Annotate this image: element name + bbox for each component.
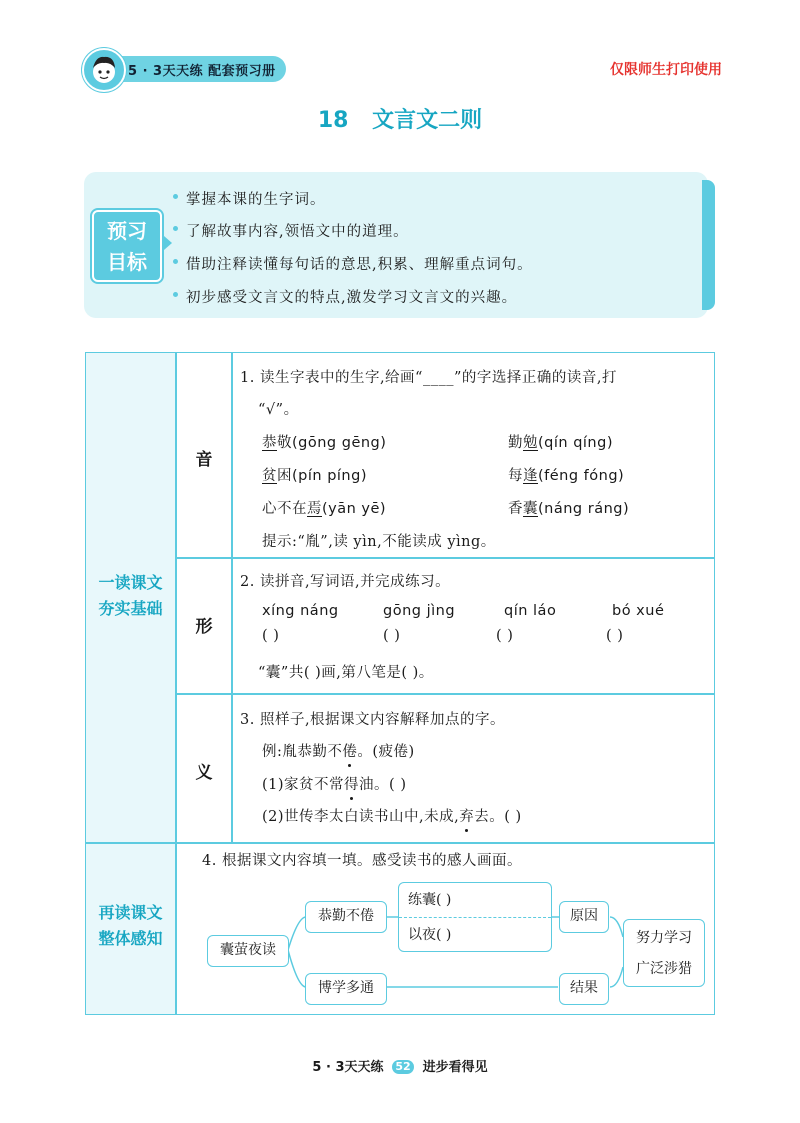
diagram-result: 结果 [559,973,609,1005]
q3-example: 例:胤恭勤不倦。(疲倦) [262,740,415,761]
section-label-first: 一读课文 夯实基础 [98,573,163,618]
q2-answer-blank[interactable]: ( ) [606,628,624,644]
question-1-prompt: 1. 读生字表中的生字,给画“____”的字选择正确的读音,打 [240,370,617,386]
goals-arrow-icon [164,236,172,250]
footer-slogan: 进步看得见 [422,1060,488,1075]
diagram-fill-box [398,882,552,952]
print-notice: 仅限师生打印使用 [610,62,722,78]
question-1-prompt-cont: “√”。 [258,402,299,418]
lesson-name: 文言文二则 [372,108,483,133]
section-label-second: 再读课文 整体感知 [98,903,163,948]
diagram-final: 努力学习 广泛涉猎 [623,919,705,987]
diagram-top-mid: 恭勤不倦 [305,901,387,933]
goals-panel-edge [702,180,715,310]
lesson-number: 18 [317,108,349,133]
q1-item: 勤勉(qín qíng) [508,435,613,451]
diagram-reason: 原因 [559,901,609,933]
diagram-bottom-mid: 博学多通 [305,973,387,1005]
q2-pinyin: gōng jìng [383,603,456,619]
diagram-center: 囊萤夜读 [207,935,289,967]
category-sound: 音 [195,450,213,470]
category-meaning: 义 [195,763,213,783]
footer [0,1056,800,1075]
brand-name: 5 · 3天天练 配套预习册 [128,64,276,79]
q2-answer-blank[interactable]: ( ) [383,628,401,644]
category-shape: 形 [195,617,213,637]
q2-pinyin: xíng náng [262,603,339,619]
mascot-face-icon [84,50,124,90]
page-number: 52 [392,1060,414,1074]
goal-item: 借助注释读懂每句话的意思,积累、理解重点词句。 [186,253,533,274]
footer-brand: 5 · 3天天练 [312,1060,384,1075]
q3-item[interactable]: (2)世传李太白读书山中,未成,弃去。( ) [262,805,522,826]
q1-item: 贫困(pín píng) [262,468,367,484]
lesson-title [0,103,800,134]
question-1-hint: 提示:“胤”,读 yìn,不能读成 yìng。 [262,534,496,550]
question-3-prompt: 3. 照样子,根据课文内容解释加点的字。 [240,712,506,728]
mascot-avatar [82,48,126,92]
q2-pinyin: qín láo [504,603,557,619]
q1-item: 每逢(féng fóng) [508,468,625,484]
question-2-prompt: 2. 读拼音,写词语,并完成练习。 [240,574,451,590]
q1-item: 恭敬(gōng gēng) [262,435,387,451]
diagram-fill-2[interactable]: 以夜( ) [408,927,452,943]
diagram-fill-1[interactable]: 练囊( ) [399,883,551,918]
goal-item: 掌握本课的生字词。 [186,188,326,209]
goal-item: 了解故事内容,领悟文中的道理。 [186,220,409,241]
question-4-prompt: 4. 根据课文内容填一填。感受读书的感人画面。 [202,853,522,869]
question-2-stroke-question: “囊”共( )画,第八笔是( )。 [258,665,434,681]
q2-answer-blank[interactable]: ( ) [262,628,280,644]
q1-item: 香囊(náng ráng) [508,501,630,517]
q1-item: 心不在焉(yān yē) [262,501,387,517]
q3-item[interactable]: (1)家贫不常得油。( ) [262,773,406,794]
q2-answer-blank[interactable]: ( ) [496,628,514,644]
goal-item: 初步感受文言文的特点,激发学习文言文的兴趣。 [186,286,517,307]
goals-label-line1: 预习 [107,219,147,243]
goals-label-line2: 目标 [107,250,147,274]
q2-pinyin: bó xué [612,603,665,619]
goals-label [92,210,162,282]
